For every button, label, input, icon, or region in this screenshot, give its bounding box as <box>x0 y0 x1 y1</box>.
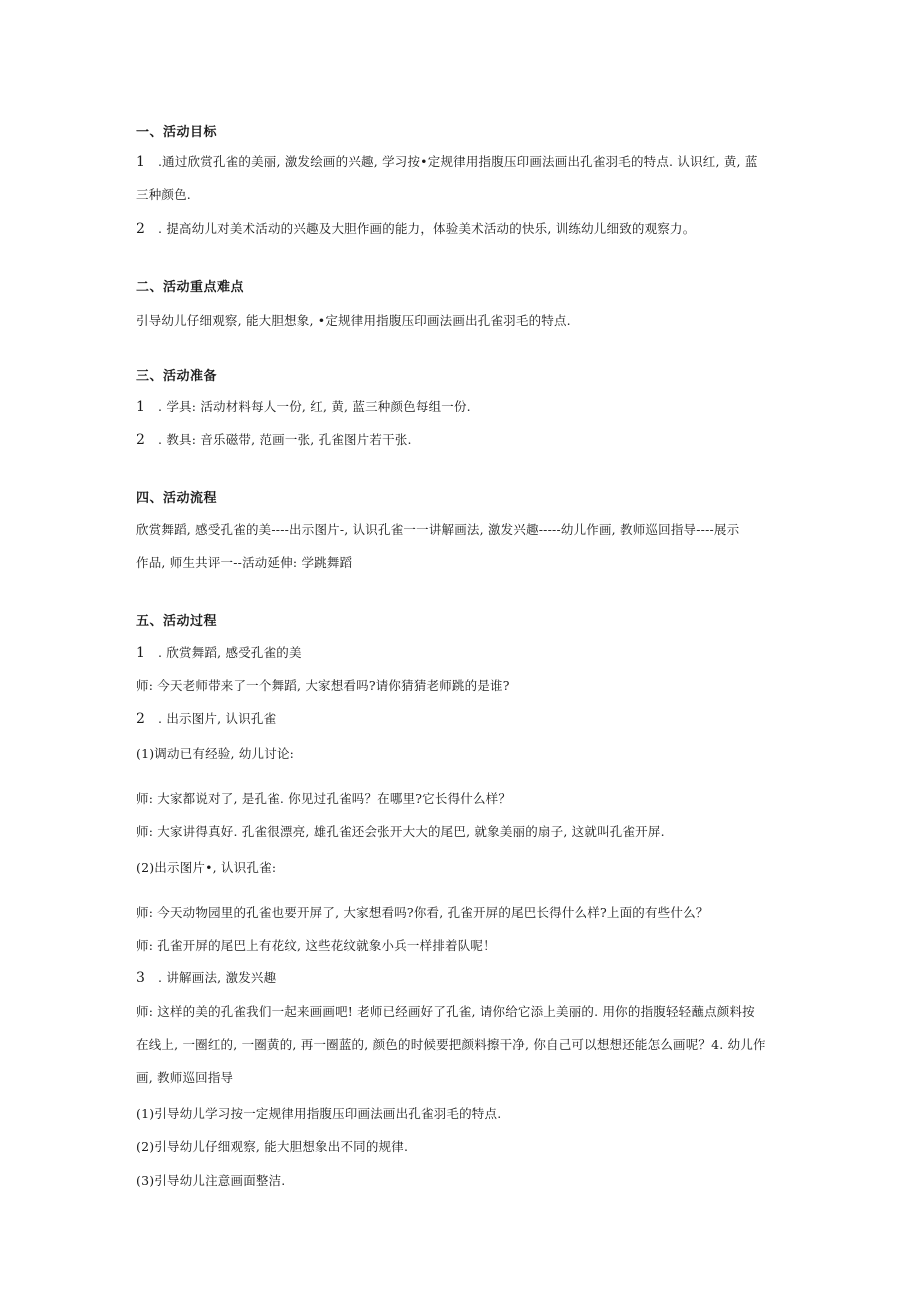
process-step-2-dialog-2: 师: 大家讲得真好. 孔雀很漂亮, 雄孔雀还会张开大大的尾巴, 就象美丽的扇子, 这就叫孔雀开屏. <box>136 824 665 839</box>
section-heading-goals: 一、活动目标 <box>136 125 218 140</box>
process-step-2-dialog-4: 师: 孔雀开屏的尾巴上有花纹, 这些花纹就象小兵一样排着队呢！ <box>136 938 496 953</box>
goal-item-1-continued: 三种颜色. <box>136 187 191 202</box>
process-step-3-dialog-line-1: 师: 这样的美的孔雀我们一起来画画吧! 老师已经画好了孔雀, 请你给它添上美丽的. 用你的指腹轻轻蘸点颜料按 <box>136 1004 755 1019</box>
process-step-1 <box>136 643 302 661</box>
process-step-1-number: 1 <box>136 645 146 661</box>
process-step-2-dialog-1: 师: 大家都说对了, 是孔雀. 你见过孔雀吗？在哪里?它长得什么样？ <box>136 791 512 806</box>
flow-line-2: 作品, 师生共评一--活动延伸: 学跳舞蹈 <box>136 555 353 570</box>
goal-item-1-text: .通过欣赏孔雀的美丽, 激发绘画的兴趣, 学习按•定规律用指腹压印画法画出孔雀羽毛的特点. 认识红, 黄, 蓝 <box>158 154 758 169</box>
process-step-2-dialog-3: 师: 今天动物园里的孔雀也要开屏了, 大家想看吗?你看, 孔雀开屏的尾巴长得什么样?上面的有些什么？ <box>136 905 709 920</box>
goal-item-2-number: 2 <box>136 221 146 237</box>
process-step-3-dialog-line-3: 画, 教师巡回指导 <box>136 1070 234 1085</box>
goal-item-1-number: 1 <box>136 154 146 170</box>
goal-item-1 <box>136 152 758 170</box>
preparation-item-1 <box>136 397 471 415</box>
section-heading-flow: 四、活动流程 <box>136 491 218 506</box>
goal-item-2-text: . 提高幼儿对美术活动的兴趣及大胆作画的能力，体验美术活动的快乐, 训练幼儿细致的观察力。 <box>158 221 696 236</box>
process-step-2-text: . 出示图片, 认识孔雀 <box>158 711 277 726</box>
process-step-3-number: 3 <box>136 970 146 986</box>
preparation-item-2-text: . 教具: 音乐磁带, 范画一张, 孔雀图片若干张. <box>158 432 412 447</box>
guide-item-3: (3)引导幼儿注意画面整洁. <box>136 1173 286 1188</box>
preparation-item-1-text: . 学具: 活动材料每人一份, 红, 黄, 蓝三种颜色每组一份. <box>158 399 471 414</box>
guide-item-2: (2)引导幼儿仔细观察, 能大胆想象出不同的规律. <box>136 1139 409 1154</box>
section-heading-key-points: 二、活动重点难点 <box>136 280 245 295</box>
process-step-3-dialog-line-2: 在线上, 一圈红的, 一圈黄的, 再一圈蓝的, 颜色的时候要把颜料擦干净, 你自己可以想想还能怎么画呢？4. 幼儿作 <box>136 1037 766 1052</box>
section-heading-preparation: 三、活动准备 <box>136 369 218 384</box>
goal-item-2 <box>136 219 695 237</box>
process-step-3-text: . 讲解画法, 激发兴趣 <box>158 970 277 985</box>
section-heading-process: 五、活动过程 <box>136 614 218 629</box>
process-step-2 <box>136 709 276 727</box>
process-step-1-dialog: 师: 今天老师带来了一个舞蹈, 大家想看吗?请你猜猜老师跳的是谁? <box>136 678 510 693</box>
guide-item-1: (1)引导幼儿学习按一定规律用指腹压印画法画出孔雀羽毛的特点. <box>136 1106 502 1121</box>
process-step-2-sub-2: (2)出示图片•, 认识孔雀: <box>136 860 277 875</box>
process-step-3 <box>136 968 276 986</box>
process-step-2-number: 2 <box>136 711 146 727</box>
preparation-item-1-number: 1 <box>136 399 146 415</box>
preparation-item-2-number: 2 <box>136 432 146 448</box>
flow-line-1: 欣赏舞蹈, 感受孔雀的美----出示图片-, 认识孔雀一一讲解画法, 激发兴趣-----幼儿作画, 教师巡回指导----展示 <box>136 522 740 537</box>
key-points-text: 引导幼儿仔细观察, 能大胆想象, •定规律用指腹压印画法画出孔雀羽毛的特点. <box>136 313 571 328</box>
process-step-1-text: . 欣赏舞蹈, 感受孔雀的美 <box>158 645 302 660</box>
preparation-item-2 <box>136 430 412 448</box>
process-step-2-sub-1: (1)调动已有经验, 幼儿讨论: <box>136 746 295 761</box>
